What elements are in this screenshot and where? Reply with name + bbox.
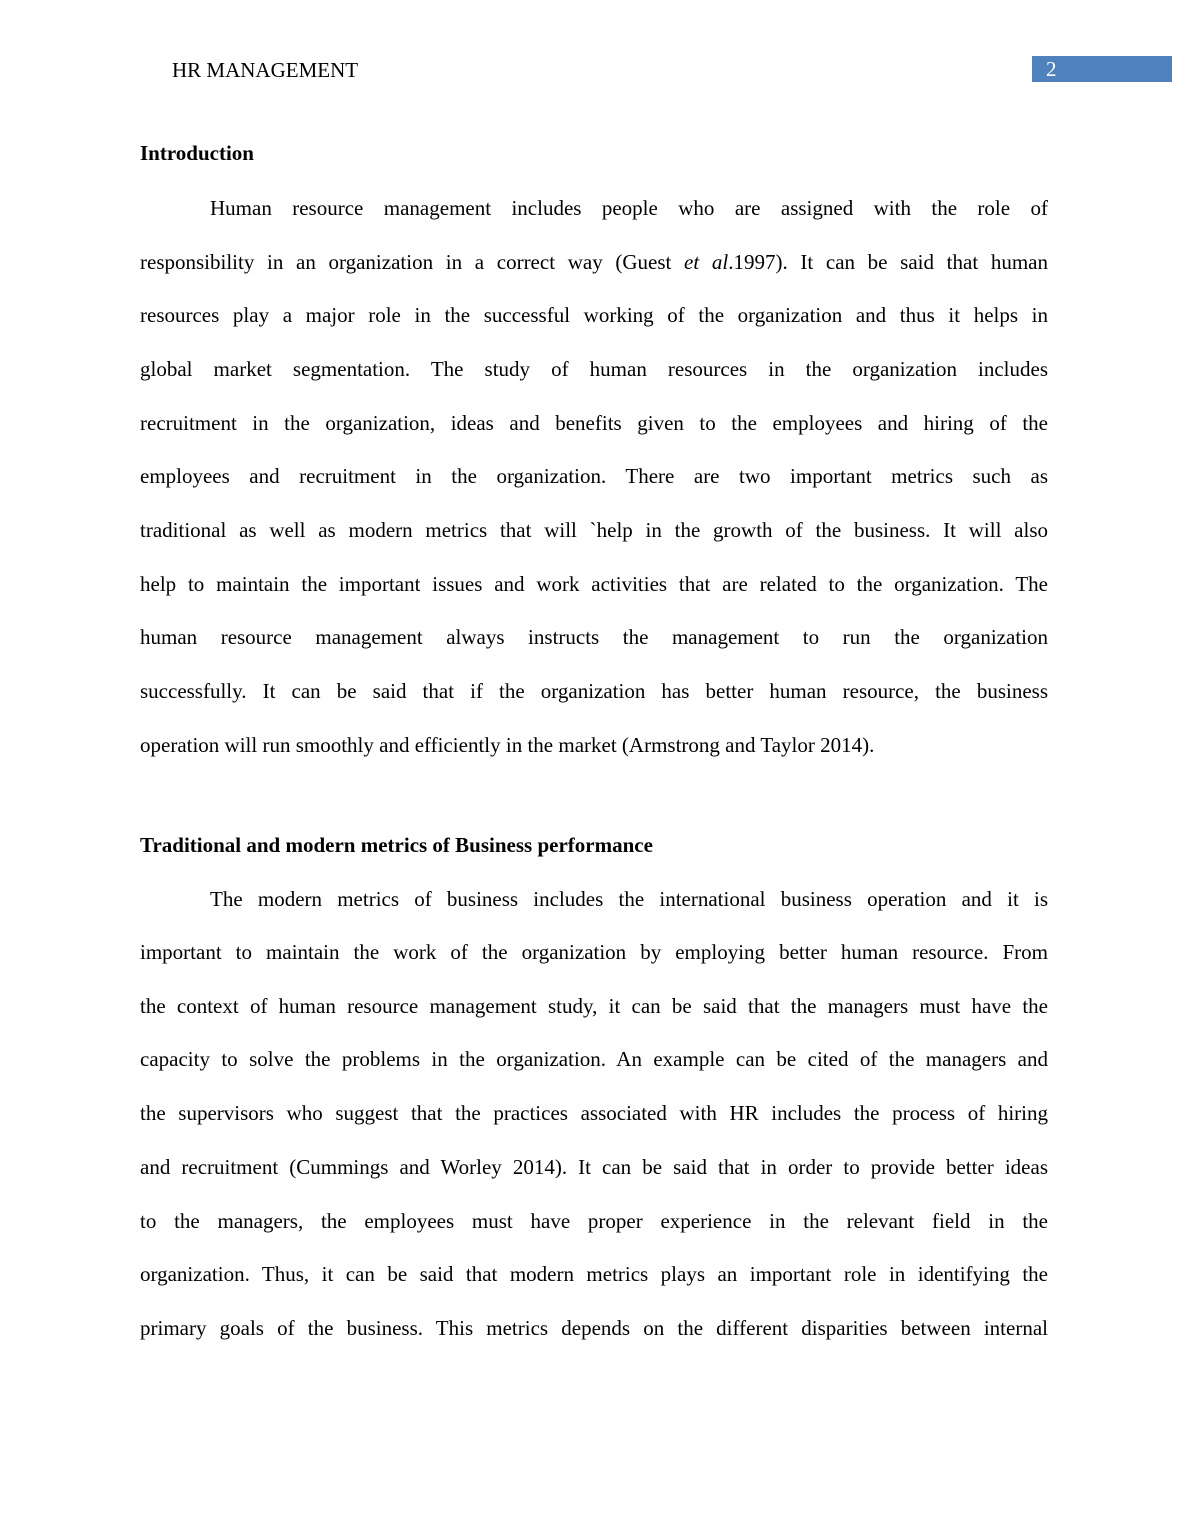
text-segment: .1997). It can be said that human [728, 250, 1048, 274]
paragraph-line: global market segmentation. The study of human resources in the organization includes [140, 357, 1048, 381]
paragraph-line: to the managers, the employees must have proper experience in the relevant field in the [140, 1209, 1048, 1233]
section-heading: Traditional and modern metrics of Business performance [140, 833, 653, 857]
paragraph-line: resources play a major role in the successful working of the organization and thus it helps in [140, 303, 1048, 327]
paragraph-line: operation will run smoothly and efficiently in the market (Armstrong and Taylor 2014). [140, 733, 875, 757]
paragraph-line: help to maintain the important issues and work activities that are related to the organization. The [140, 572, 1048, 596]
paragraph-line: primary goals of the business. This metrics depends on the different disparities between internal [140, 1316, 1048, 1340]
header-title: HR MANAGEMENT [172, 58, 359, 82]
paragraph-line: successfully. It can be said that if the organization has better human resource, the business [140, 679, 1048, 703]
paragraph-line: important to maintain the work of the organization by employing better human resource. From [140, 940, 1048, 964]
paragraph-line: The modern metrics of business includes the international business operation and it is [210, 887, 1048, 911]
page-number: 2 [1046, 57, 1057, 81]
paragraph-line: capacity to solve the problems in the organization. An example can be cited of the managers and [140, 1047, 1048, 1071]
paragraph-line: recruitment in the organization, ideas and benefits given to the employees and hiring of the [140, 411, 1048, 435]
paragraph-line: organization. Thus, it can be said that modern metrics plays an important role in identifying the [140, 1262, 1048, 1286]
paragraph-line: traditional as well as modern metrics that will `help in the growth of the business. It will also [140, 518, 1048, 542]
page-number-box [1032, 56, 1172, 82]
text-segment: responsibility in an organization in a correct way (Guest [140, 250, 685, 274]
paragraph-line: the supervisors who suggest that the practices associated with HR includes the process of hiring [140, 1101, 1048, 1125]
section-heading: Introduction [140, 141, 254, 165]
paragraph-line: human resource management always instructs the management to run the organization [140, 625, 1048, 649]
italic-citation: et al [684, 250, 729, 274]
paragraph-line: employees and recruitment in the organization. There are two important metrics such as [140, 464, 1048, 488]
paragraph-line: the context of human resource management study, it can be said that the managers must have the [140, 994, 1048, 1018]
paragraph-line: and recruitment (Cummings and Worley 2014). It can be said that in order to provide better ideas [140, 1155, 1048, 1179]
paragraph-line [140, 250, 1048, 274]
paragraph-line: Human resource management includes people who are assigned with the role of [210, 196, 1048, 220]
